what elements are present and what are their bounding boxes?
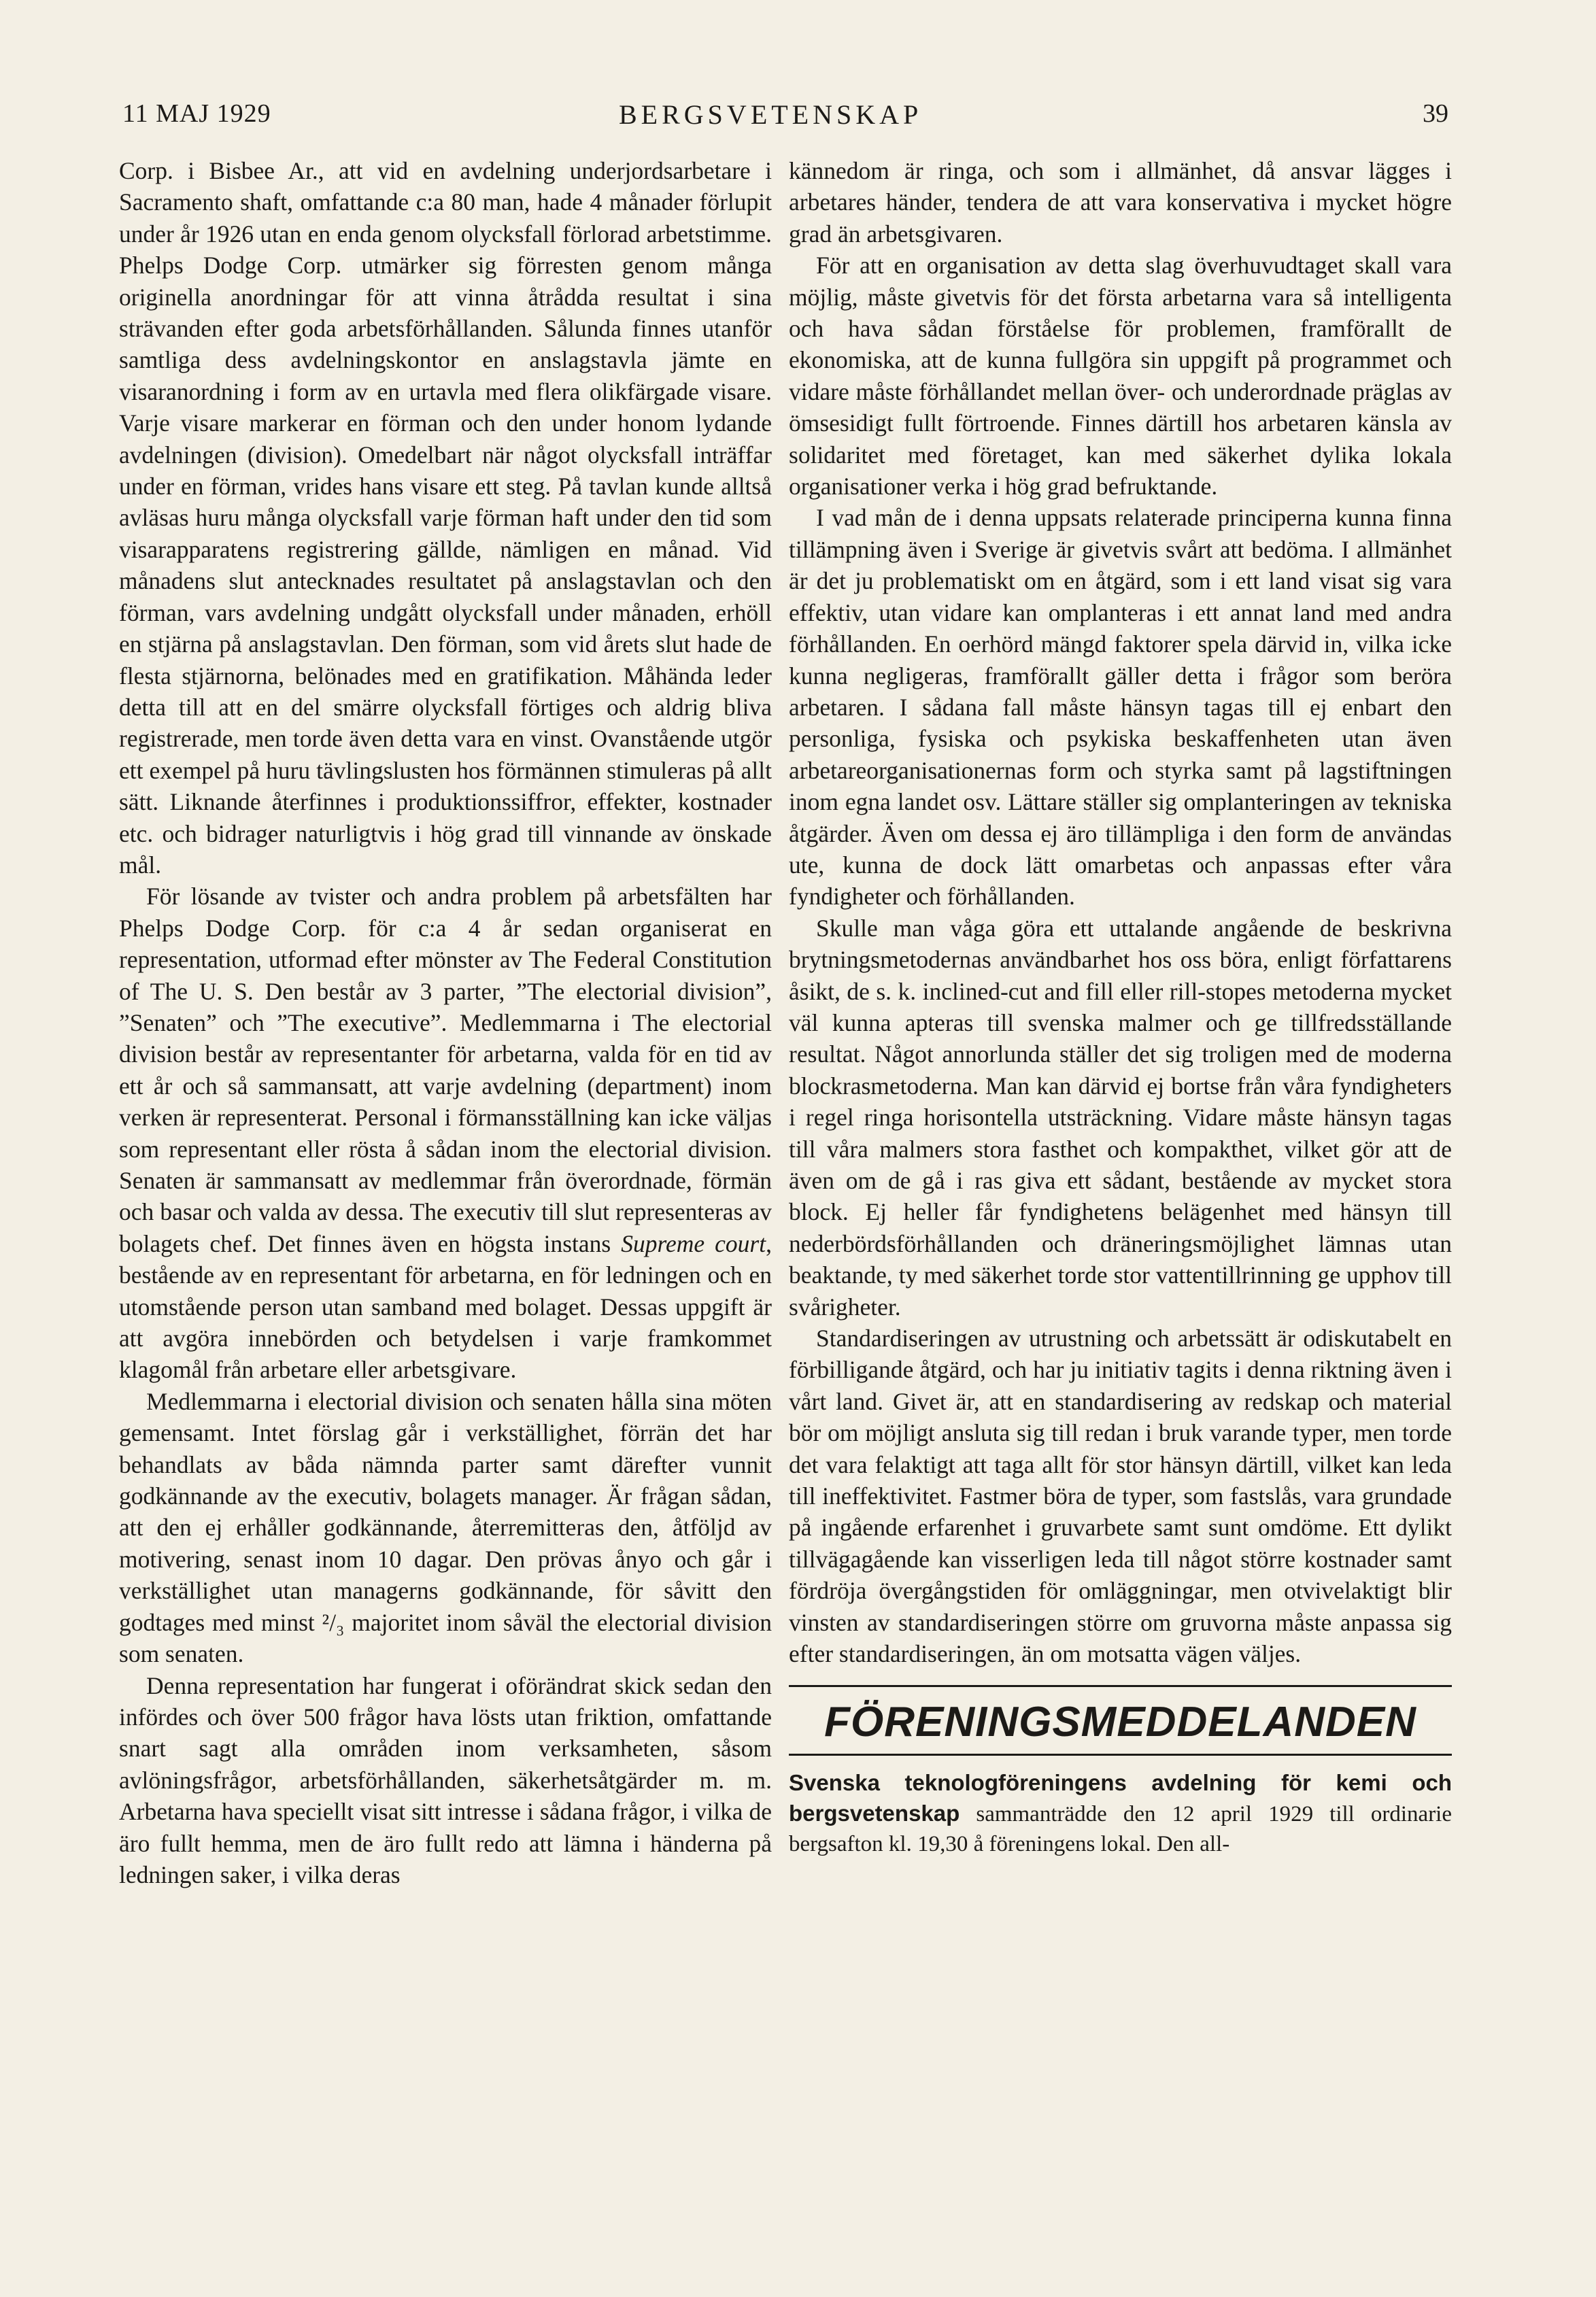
right-column — [789, 155, 1452, 1859]
paragraph: Standardiseringen av utrustning och arbetssätt är odiskutabelt en förbilligande åtgärd, och har ju initiativ tagits i denna riktning även i vårt land. Givet är, att en standardisering av redskap och material bör om möjligt ansluta sig till redan i bruk varande typer, men torde det vara felaktigt att taga allt för stor hänsyn därtill, vilket kan leda till ineffektivitet. Fastmer böra de typer, som fastslås, vara grundade på ingående erfarenhet i gruvarbete samt sunt omdöme. Ett dylikt tillvägagående kan visserligen leda till något större kostnader samt fördröja övergångstiden för omläggningar, men otvivelaktigt blir vinsten av standardiseringen större om gruvorna måste anpassa sig efter standardiseringen, än om motsatta vägen väljes. — [789, 1325, 1452, 1668]
section-title: FÖRENINGSMEDDELANDEN — [789, 1685, 1452, 1756]
page-number: 39 — [1423, 99, 1448, 128]
left-column — [119, 155, 772, 1890]
paragraph: Corp. i Bisbee Ar., att vid en avdelning underjordsarbetare i Sacramento shaft, omfattande c:a 80 man, hade 4 månader förlupit under år 1926 utan en enda genom olycksfall förlorad arbetstimme. Phelps Dodge Corp. utmärker sig förresten genom många originella anordningar för att vinna åtrådda resultat i sina strävanden efter goda arbetsförhållanden. Sålunda finnes utanför samtliga dess avdelningskontor en anslagstavla jämte en visaranordning i form av en urtavla med flera olikfärgade visare. Varje visare markerar en förman och den under honom lydande avdelningen (division). Omedelbart när något olycksfall inträffar under en förman, vrides hans visare ett steg. På tavlan kunde alltså avläsas huru många olycksfall varje förman haft under den tid som visarapparatens registrering gällde, nämligen en månad. Vid månadens slut antecknades resultatet på anslagstavlan och den förman, vars avdelning undgått olycksfall under månaden, erhöll en stjärna på anslagstavlan. Den förman, som vid årets slut hade de flesta stjärnorna, belönades med en gratifikation. Måhända leder detta till att en del smärre olycksfall förtiges och aldrig bliva registrerade, men torde även detta vara en vinst. Ovanstående utgör ett exempel på huru tävlingslusten hos förmännen stimuleras på allt sätt. Liknande återfinnes i produktionssiffror, effekter, kostnader etc. och bidrager naturligtvis i hög grad till vinnande av önskade mål. — [119, 157, 772, 879]
paragraph: Skulle man våga göra ett uttalande angående de beskrivna brytningsmetodernas användbarhet hos oss böra, enligt författarens åsikt, de s. k. inclined-cut and fill eller rill-stopes metoderna mycket väl kunna apteras till svenska malmer och ge tillfredsställande resultat. Något annorlunda ställer det sig troligen med de moderna blockrasmetoderna. Man kan därvid ej bortse från våra fyndigheters i regel ringa horisontella utsträckning. Vidare måste hänsyn tagas till våra malmers stora fasthet och kompakthet, vilket gör att de även om de gå i ras giva ett sådant, bestående av mycket stora block. Ej heller får fyndighetens belägenhet med hänsyn till nederbördsförhållanden och dräneringsmöjlighet lämnas utan beaktande, ty med säkerhet torde stor vattentillrinning ge upphov till svårigheter. — [789, 914, 1452, 1321]
paragraph: Medlemmarna i electorial division och senaten hålla sina möten gemensamt. Intet förslag går i verkställighet, förrän det har behandlats av båda nämnda parter samt därefter vunnit godkännande av the executiv, bolagets manager. Är frågan sådan, att den ej erhåller godkännande, återremitteras den, åtföljd av motivering, senast inom 10 dagar. Den prövas ånyo och går i verkställighet utan managerns godkännande, för såvitt den godtages med minst ²/₃ majoritet inom såväl the electorial division som senaten. — [119, 1387, 772, 1668]
issue-date: 11 MAJ 1929 — [122, 99, 271, 128]
supreme-court-term: Supreme court — [621, 1229, 766, 1257]
journal-title: BERGSVETENSKAP — [619, 99, 923, 130]
association-notice — [789, 1768, 1452, 1859]
notice-lead: Svenska teknologföreningens avdelning för kemi och bergsvetenskap — [789, 1769, 1452, 1826]
paragraph: För att en organisation av detta slag överhuvudtaget skall vara möjlig, måste givetvis för det första arbetarna vara så intelligenta och hava sådan förståelse för problemen, framförallt de ekonomiska, att de kunna fullgöra sin uppgift på programmet och vidare måste förhållandet mellan över- och underordnade präglas av ömsesidigt fullt förtroende. Finnes därtill hos arbetaren känsla av solidaritet med företaget, kan med säkerhet dylika lokala organisationer verka i hög grad befruktande. — [789, 252, 1452, 500]
paragraph: Denna representation har fungerat i oförändrat skick sedan den infördes och över 500 frågor hava lösts utan friktion, omfattande snart sagt alla områden inom verksamheten, såsom avlöningsfrågor, arbetsförhållanden, säkerhetsåtgärder m. m. Arbetarna hava speciellt visat sitt intresse i sådana frågor, i vilka de äro fullt hemma, men de äro fullt redo att lämna i händerna på ledningen saker, i vilka deras — [119, 1671, 772, 1888]
paragraph: kännedom är ringa, och som i allmänhet, då ansvar lägges i arbetares händer, tendera de att vara konservativa i mycket högre grad än arbetsgivaren. — [789, 157, 1452, 248]
paragraph: För lösande av tvister och andra problem på arbetsfälten har Phelps Dodge Corp. för c:a 4 år sedan organiserat en representation, utformad efter mönster av The Federal Constitution of The U. S. Den består av 3 parter, ”The electorial division”, ”Senaten” och ”The executive”. Medlemmarna i The electorial division består av representanter för arbetarna, valda för en tid av ett år och så sammansatt, att varje avdelning (department) inom verken är representerat. Personal i förmansställning kan icke väljas som representant eller rösta å sådan inom the electorial division. Senaten är sammansatt av medlemmar från överordnade, förmän och basar och valda av dessa. The executiv till slut representeras av bolagets chef. Det finnes även en högsta instans Supreme court, bestående av en representant för arbetarna, en för ledningen och en utomstående person utan samband med bolaget. Dessas uppgift är att avgöra innebörden och betydelsen i varje framkommet klagomål från arbetare eller arbetsgivare. — [119, 883, 772, 1384]
notice-text: sammanträdde den 12 april 1929 till ordinarie bergsafton kl. 19,30 å föreningens lokal. Den all- — [789, 1801, 1452, 1856]
paragraph: I vad mån de i denna uppsats relaterade principerna kunna finna tillämpning även i Sverige är givetvis svårt att bedöma. I allmänhet är det ju problematiskt om en åtgärd, som i ett land visat sig vara effektiv, utan vidare kan omplanteras i ett annat land med andra förhållanden. En oerhörd mängd faktorer spela därvid in, vilka icke kunna negligeras, framförallt gäller detta i frågor som beröra arbetaren. I sådana fall måste hänsyn tagas till ej enbart den personliga, fysiska och psykiska beskaffenheten utan även arbetareorganisationernas form och styrka samt på lagstiftningen inom egna landet osv. Lättare ställer sig omplanteringen av tekniska åtgärder. Även om dessa ej äro tillämpliga i den form de användas ute, kunna de dock lätt omarbetas och anpassas efter våra fyndigheter och förhållanden. — [789, 504, 1452, 911]
page-header — [122, 99, 1448, 139]
